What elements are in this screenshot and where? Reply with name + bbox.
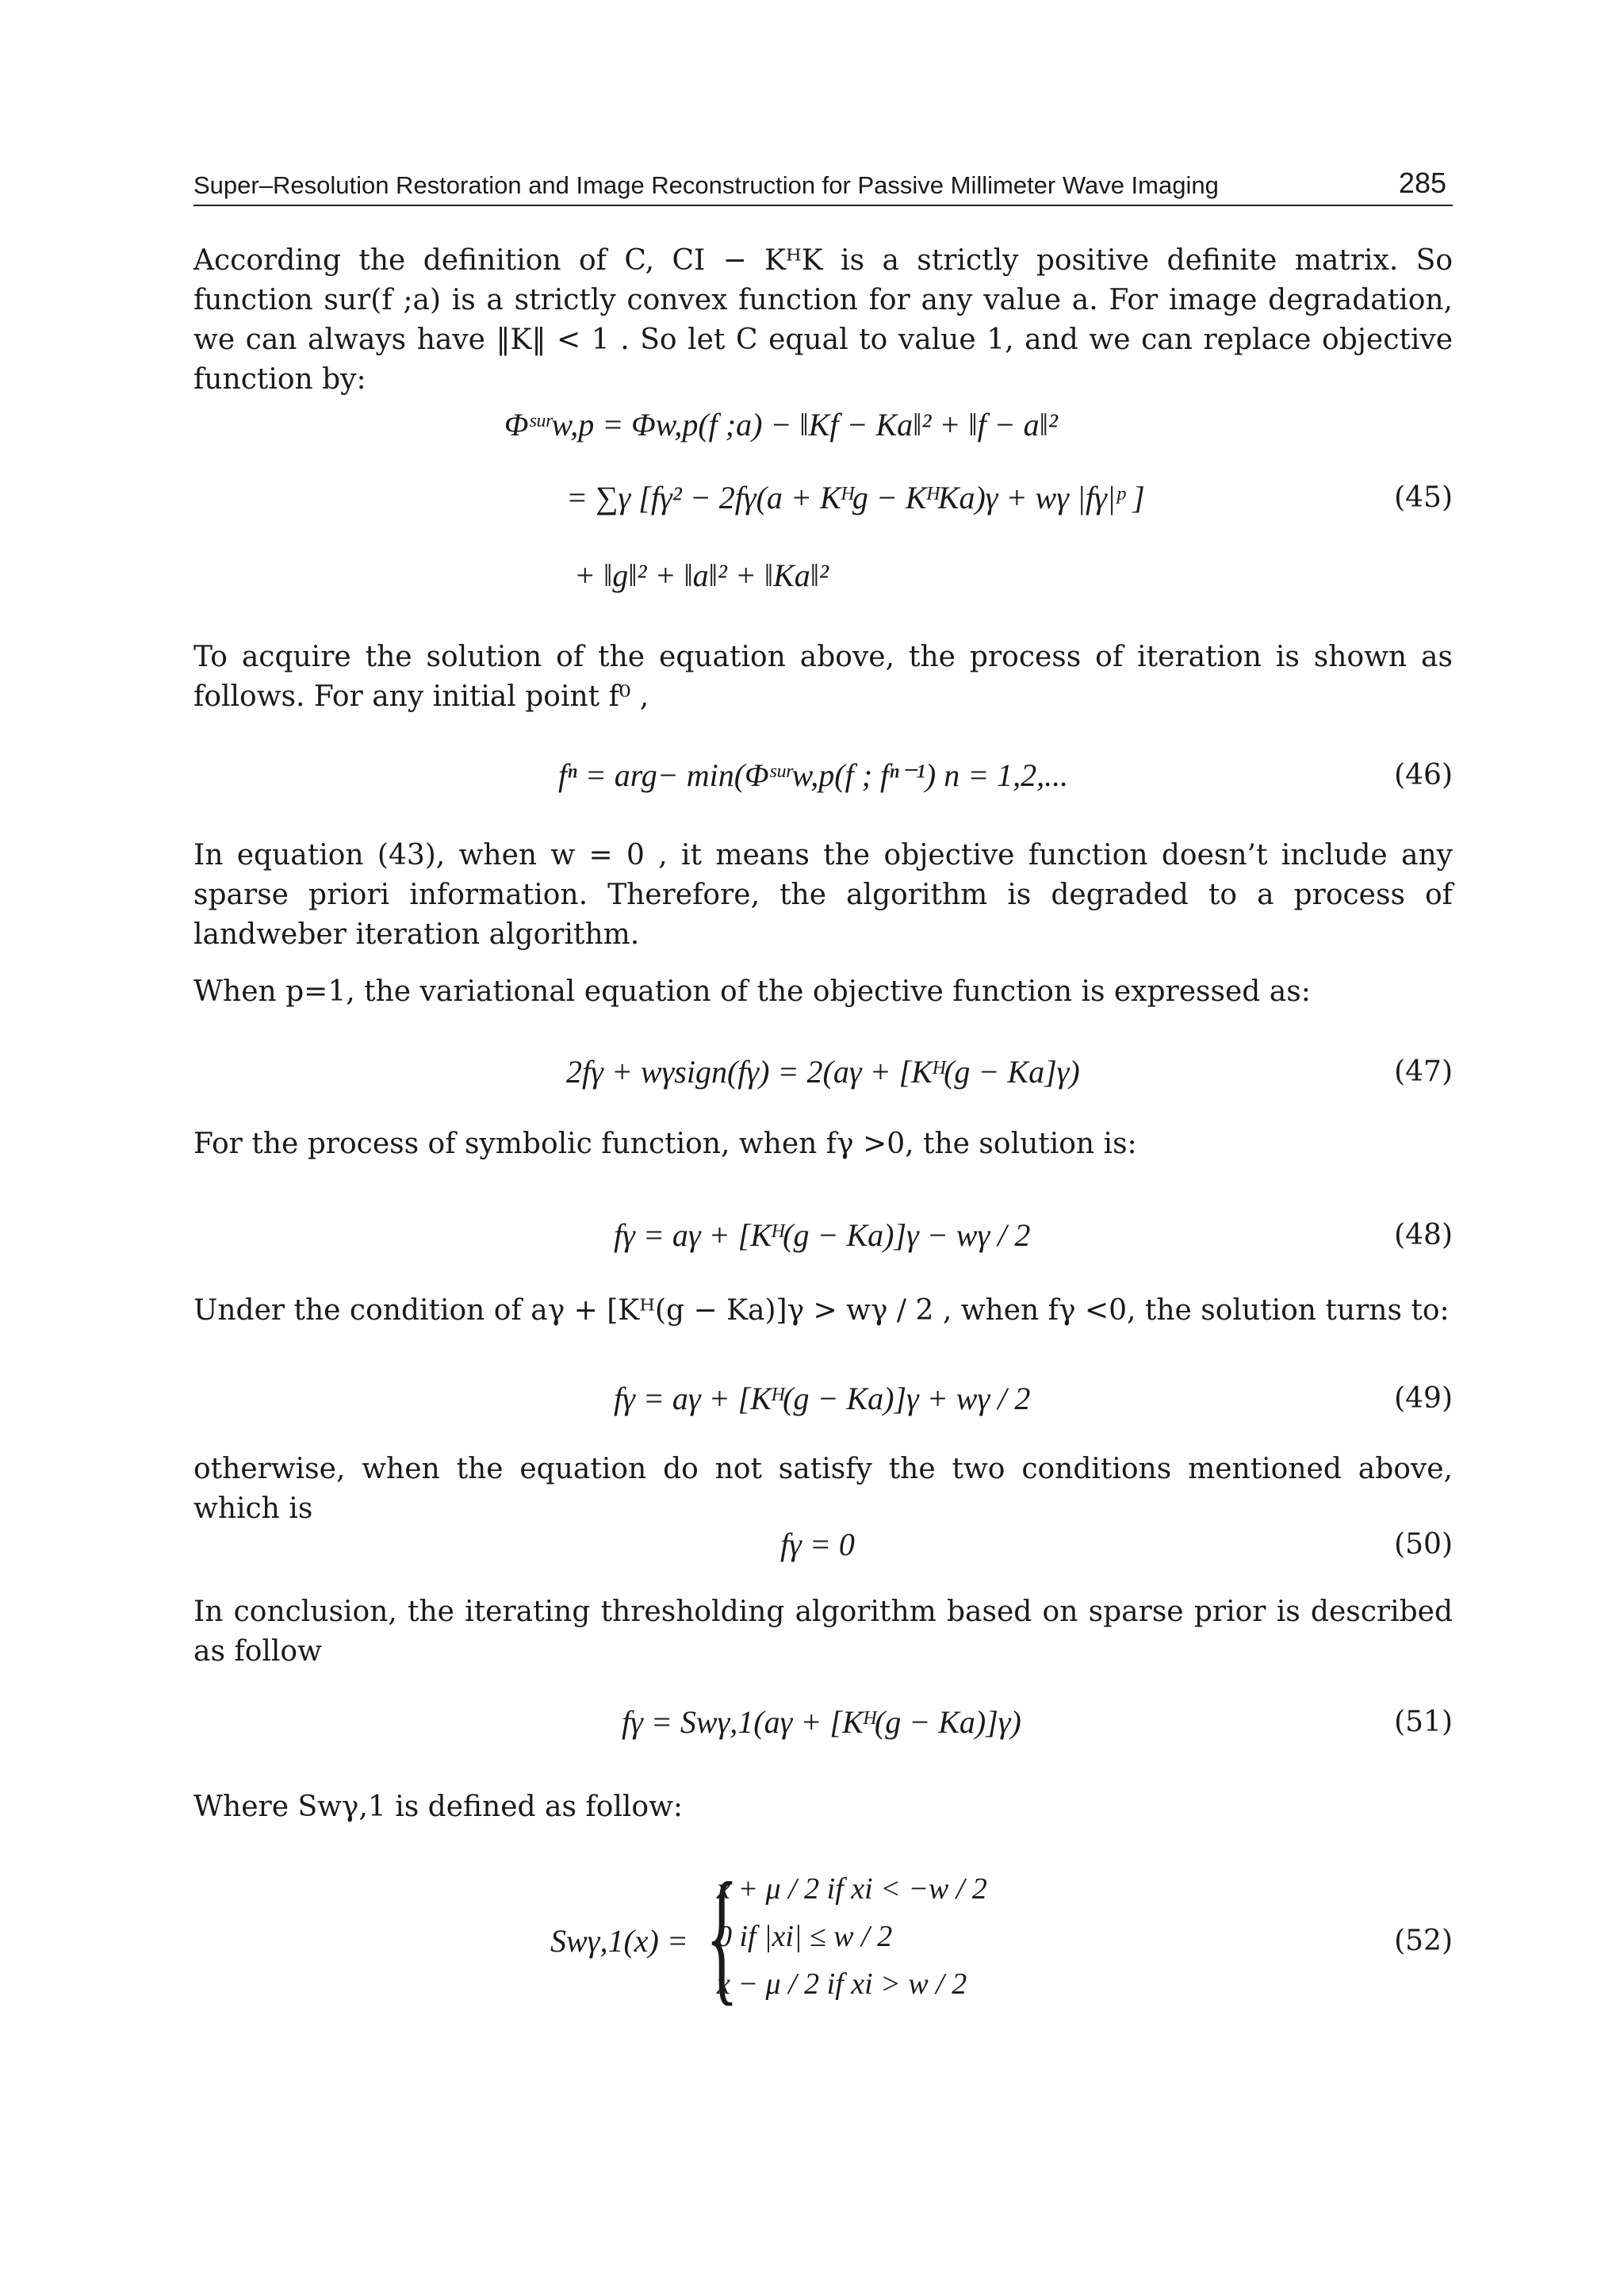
paragraph-2: To acquire the solution of the equation above, the process of iteration is shown as follows. For any initial point f⁰ , <box>193 641 1453 713</box>
equation-45-line-2: = ∑γ [fγ² − 2fγ(a + Kᴴg − KᴴKa)γ + wγ |fγ|ᵖ ] <box>566 480 1145 515</box>
equation-52-lhs: Swγ,1(x) = <box>550 1923 688 1959</box>
paragraph-9: Where Swγ,1 is defined as follow: <box>193 1791 684 1823</box>
equation-49-text: fγ = aγ + [Kᴴ(g − Ka)]γ + wγ / 2 <box>614 1381 1031 1416</box>
paragraph-3: In equation (43), when w = 0 , it means the objective function doesn’t include any sparse priori information. Therefore, the algorithm is degraded to a process of landweber iteration algorithm. <box>193 839 1453 951</box>
equation-51 <box>193 1702 1453 1749</box>
paragraph-8: In conclusion, the iterating thresholding algorithm based on sparse prior is described as follow <box>193 1596 1453 1668</box>
equation-47-text: 2fγ + wγsign(fγ) = 2(aγ + [Kᴴ(g − Ka]γ) <box>566 1054 1080 1090</box>
equation-46-number: (46) <box>1394 759 1453 791</box>
equation-52-number: (52) <box>1394 1925 1453 1957</box>
running-title: Super–Resolution Restoration and Image Reconstruction for Passive Millimeter Wave Imaging <box>193 171 1219 199</box>
equation-52 <box>193 1852 1453 2024</box>
equation-52-case-2: 0 if |xi| ≤ w / 2 <box>717 1920 893 1953</box>
equation-47-number: (47) <box>1394 1055 1453 1088</box>
paragraph-7: otherwise, when the equation do not satisfy the two conditions mentioned above, which is <box>193 1453 1453 1525</box>
piecewise-brace: { <box>706 1852 739 2019</box>
equation-50-text: fγ = 0 <box>780 1527 855 1562</box>
paragraph-1: According the definition of C, CI − KᴴK is a strictly positive definite matrix. So function sur(f ;a) is a strictly convex function for any value a. For image degradation, we can always have ‖K‖ < 1 . So let C equal to value 1, and we can replace objective function by: <box>193 244 1453 396</box>
equation-52-case-1: x + μ / 2 if xi < −w / 2 <box>717 1872 987 1906</box>
equation-46-text: fⁿ = arg− min(Φˢᵘʳw,p(f ; fⁿ⁻¹) n = 1,2,... <box>558 757 1069 793</box>
equation-52-case-3: x − μ / 2 if xi > w / 2 <box>717 1967 967 2001</box>
equation-45-line-3: + ‖g‖² + ‖a‖² + ‖Ka‖² <box>574 557 829 593</box>
equation-45 <box>193 404 1453 611</box>
equation-45-number: (45) <box>1394 481 1453 514</box>
equation-50 <box>193 1524 1453 1572</box>
equation-48 <box>193 1215 1453 1262</box>
paragraph-4: When p=1, the variational equation of the objective function is expressed as: <box>193 975 1311 1008</box>
equation-50-number: (50) <box>1394 1528 1453 1561</box>
equation-48-number: (48) <box>1394 1219 1453 1251</box>
equation-51-text: fγ = Swγ,1(aγ + [Kᴴ(g − Ka)]γ) <box>622 1704 1021 1740</box>
equation-49 <box>193 1378 1453 1426</box>
equation-45-line-1: Φˢᵘʳw,p = Φw,p(f ;a) − ‖Kf − Ka‖² + ‖f − a‖² <box>504 407 1058 442</box>
equation-51-number: (51) <box>1394 1706 1453 1738</box>
equation-47 <box>193 1052 1453 1099</box>
running-header <box>193 163 1453 206</box>
equation-46 <box>193 755 1453 803</box>
equation-49-number: (49) <box>1394 1382 1453 1415</box>
page-number: 285 <box>1398 167 1446 199</box>
paragraph-6: Under the condition of aγ + [Kᴴ(g − Ka)]γ > wγ / 2 , when fγ <0, the solution turns to: <box>193 1294 1450 1327</box>
paragraph-5: For the process of symbolic function, when fγ >0, the solution is: <box>193 1128 1137 1160</box>
equation-48-text: fγ = aγ + [Kᴴ(g − Ka)]γ − wγ / 2 <box>614 1217 1031 1253</box>
